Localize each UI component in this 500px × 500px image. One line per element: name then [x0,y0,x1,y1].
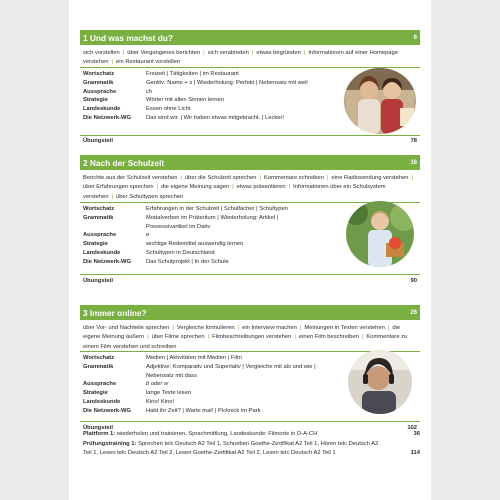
section-divider [80,135,420,136]
detail-label: Strategie [83,390,108,397]
units-list [80,30,420,445]
detail-value: Das Schulprojekt | In der Schule [146,258,229,265]
unit-skills: über Vor- und Nachteile sprechen | Vergleiche formulieren | ein Interview machen | Meinungen in Texten verstehen | die eigene Meinung äußern | über Filme sprechen | Filmbeschreibungen verstehen | einen Film beschreiben | Kommentare zu einem Film verstehen und schreiben [83,325,408,350]
skill: Informationen über ein Schulsystem verstehen [83,184,386,200]
detail-value: Wörter mit allen Sinnen lernen [146,97,224,104]
detail-value: Freizeit | Tätigkeiten | im Restaurant [146,71,239,77]
detail-row [83,407,346,416]
detail-row [83,96,346,105]
detail-label: Landeskunde [83,249,121,256]
detail-row [83,105,346,114]
skill: Filmbeschreibungen verstehen [212,334,292,341]
skill: sich vorstellen [83,50,120,56]
detail-value: Das sind wir. | Wir haben etwas mitgebracht. | Lecker! [146,114,285,121]
detail-label: Die Netzwerk-WG [83,258,131,265]
skill: Informationen auf einer Homepage verstehen [83,50,398,66]
detail-row [83,88,346,97]
unit-header[interactable] [80,305,420,320]
detail-value: Adjektive: Komparativ und Superlativ | Vergleiche mit als und wie | [146,363,316,370]
uebungsteil-page: 90 [410,278,417,284]
unit-header[interactable] [80,155,420,170]
uebungsteil-label: Übungsteil [83,425,113,431]
detail-value: Schultypen in Deutschland [146,249,215,256]
detail-row [83,380,346,389]
detail-label: Aussprache [83,381,117,388]
detail-row [83,240,346,249]
unit-skills: Berichte aus der Schulzeit verstehen | über die Schulzeit sprechen | Kommentare schreiben | eine Radiosendung verstehen |über Erfahrungen sprechen | die eigene Meinung sagen | etwas präsentieren | Informationen über ein Schulsystem verstehen | über Schultypen sprechen [83,175,413,200]
detail-row [83,223,346,232]
detail-row [83,389,346,398]
detail-value: wichtige Redemittel auswendig lernen [146,241,244,248]
unit-2 [80,155,420,297]
detail-label [83,223,146,232]
unit-photo-women-with-bags [344,68,416,134]
detail-label: Aussprache [83,88,117,95]
skill: etwas begründen [256,50,301,56]
skill: sich verabreden [207,50,249,56]
detail-value: lange Texte lesen [146,390,192,397]
unit-1 [80,30,420,149]
unit-page-number: 6 [413,34,417,41]
section-divider [80,274,420,275]
pruefungstraining-row-2 [83,449,420,459]
plattform-text: wiederholen und trainieren, Sprachmittlung, Landeskunde: Filmorte in D-A-CH [116,431,318,437]
unit-details [83,354,346,416]
detail-row [83,214,346,223]
detail-row [83,70,346,79]
detail-value: Possessivartikel im Dativ [146,223,211,230]
unit-photo-person-with-headphones [348,350,412,414]
unit-details [83,205,346,267]
skill: über Vor- und Nachteile sprechen [83,325,170,331]
detail-value: Kino! Kino! [146,398,175,405]
plattform-row[interactable] [83,430,420,440]
detail-value: e [146,232,150,239]
toc-footer [83,430,420,459]
skill: ein Interview machen [242,325,297,331]
skill: Vergleiche formulieren [176,325,235,331]
pruefung-label: Prüfungstraining 1: [83,440,137,447]
skill: über die Schulzeit sprechen [184,175,257,181]
unit-page-number: 16 [410,159,417,166]
skill: Berichte aus der Schulzeit verstehen [83,175,178,181]
detail-label [83,372,146,381]
detail-row [83,114,346,123]
skill: über Schultypen sprechen [115,193,184,200]
unit-3 [80,305,420,445]
detail-row [83,372,346,381]
detail-value: Modalverben im Präteritum | Wiederholung: Artikel | [146,214,279,221]
detail-row [83,205,346,214]
skill: Kommentare zu einem Film verstehen und schreiben [83,334,408,350]
detail-value: Genitiv: Name + s | Wiederholung: Perfekt | Nebensatz mit weil [146,79,308,86]
plattform-page: 36 [413,431,420,437]
detail-value: Essen ohne Licht [146,106,191,113]
detail-label: Die Netzwerk-WG [83,407,131,414]
detail-label: Grammatik [83,79,114,86]
section-divider [80,421,420,422]
detail-label: Wortschatz [83,71,115,77]
pruefung-page: 114 [410,450,420,457]
detail-label: Strategie [83,97,108,104]
skill: über Erfahrungen sprechen [83,184,154,191]
uebungsteil-row[interactable] [83,278,417,284]
uebungsteil-row[interactable] [83,138,417,144]
skill: etwas präsentieren [236,184,286,191]
detail-row [83,249,346,258]
detail-label: Wortschatz [83,206,115,212]
skill: die eigene Meinung sagen [161,184,230,191]
unit-title: 1 Und was machst du? [83,32,173,43]
skill: Meinungen in Texten verstehen [304,325,385,331]
plattform-label: Plattform 1: [83,431,116,437]
detail-row [83,258,346,267]
detail-row [83,398,346,407]
unit-page-number: 26 [410,309,417,316]
skill: eine Radiosendung verstehen [331,175,409,181]
detail-row [83,354,346,363]
detail-row [83,231,346,240]
skill: einen Film beschreiben [298,334,359,341]
skill: über Filme sprechen [151,334,205,341]
pruefung-text: Sprechen telc Deutsch A2 Teil 1, Schreiben Goethe-Zertifikat A2 Teil 1, Hören telc Deutsch A2 [138,440,379,447]
detail-label: Grammatik [83,363,114,370]
unit-details [83,70,346,123]
pruefungstraining-row[interactable] [83,440,420,450]
detail-value: b oder w [146,381,169,388]
detail-label: Landeskunde [83,398,121,405]
detail-label: Landeskunde [83,106,121,113]
skill: die eigene Meinung äußern [83,325,401,341]
detail-label: Aussprache [83,232,117,239]
detail-row [83,363,346,372]
uebungsteil-page: 78 [410,138,417,144]
detail-label: Grammatik [83,214,114,221]
skill: über Vergangenes berichten [127,50,201,56]
unit-title: 2 Nach der Schulzeit [83,157,165,168]
detail-label: Wortschatz [83,355,115,361]
detail-row [83,79,346,88]
detail-value: ch [146,88,153,95]
pruefung-text: Teil 1, Lesen telc Deutsch A2 Teil 2, Lesen Goethe-Zertifikat A2 Teil 2, Lesen telc Deutsch A2 Teil 1 [83,450,336,457]
unit-title: 3 Immer online? [83,307,147,318]
skill: ein Restaurant vorstellen [115,59,181,66]
uebungsteil-page: 102 [407,425,417,431]
uebungsteil-label: Übungsteil [83,138,113,144]
detail-value: Habt ihr Zeit? | Warte mal! | Picknick im Park [146,407,261,414]
skill: Kommentare schreiben [264,175,324,181]
uebungsteil-label: Übungsteil [83,278,113,284]
section-divider [80,67,420,68]
detail-value: Medien | Aktivitäten mit Medien | Film [146,355,242,361]
detail-label: Die Netzwerk-WG [83,114,131,121]
unit-header[interactable] [80,30,420,45]
unit-photo-gardening [346,201,414,267]
detail-value: Erfahrungen in der Schulzeit | Schulfächer | Schultypen [146,206,288,212]
unit-skills: sich vorstellen | über Vergangenes berichten | sich verabreden | etwas begründen | Informationen auf einer Homepage verstehen | ein Restaurant vorstellen [83,50,398,66]
detail-label: Strategie [83,241,108,248]
detail-value: Nebensatz mit dass [146,372,197,379]
